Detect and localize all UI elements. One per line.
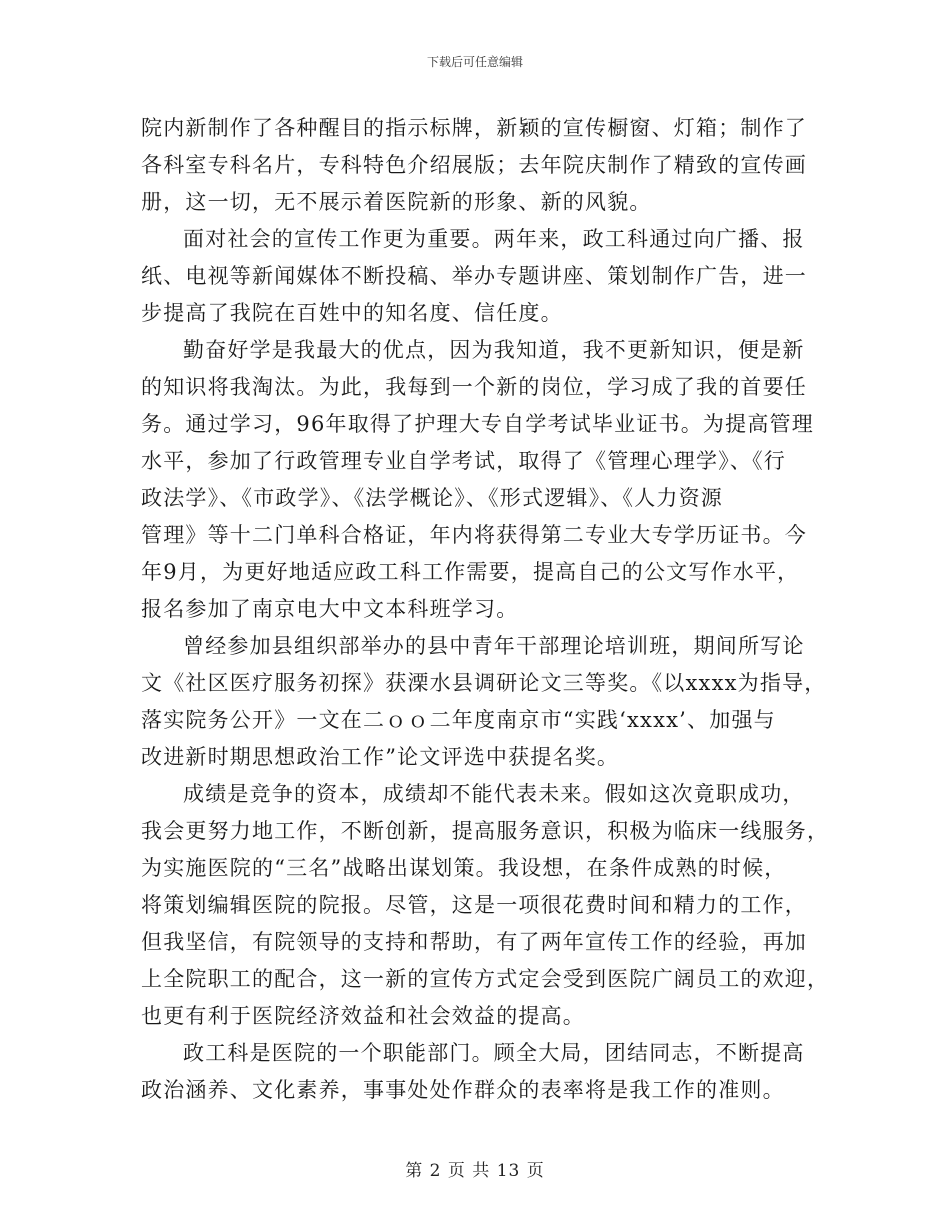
text-line: 文《社区医疗服务初探》获溧水县调研论文三等奖。《以xxxx为指导， — [141, 671, 827, 695]
text-line: 政工科是医院的一个职能部门。顾全大局，团结同志，不断提高 — [183, 1041, 805, 1065]
paragraph — [141, 110, 816, 221]
text-line: 但我坚信，有院领导的支持和帮助，有了两年宣传工作的经验，再加 — [141, 930, 807, 954]
text-line: 为实施医院的“三名”战略出谋划策。我设想，在条件成熟的时候， — [141, 856, 787, 880]
text-line: 政法学》、《市政学》、《法学概论》、《形式逻辑》、《人力资源 — [141, 486, 723, 510]
page-number-footer: 第 2 页 共 13 页 — [405, 1161, 545, 1181]
paragraph — [141, 332, 816, 628]
text-line: 纸、电视等新闻媒体不断投稿、举办专题讲座、策划制作广告，进一 — [141, 264, 807, 288]
text-line: 管理》等十二门单科合格证，年内将获得第二专业大专学历证书。今 — [141, 523, 807, 547]
text-line: 院内新制作了各种醒目的指示标牌，新颖的宣传橱窗、灯箱；制作了 — [141, 116, 807, 140]
text-line: 政治涵养、文化素养，事事处处作群众的表率将是我工作的准则。 — [141, 1078, 785, 1102]
text-line: 将策划编辑医院的院报。尽管，这是一项很花费时间和精力的工作， — [141, 893, 807, 917]
text-line: 册，这一切，无不展示着医院新的形象、新的风貌。 — [141, 190, 652, 214]
text-line: 的知识将我淘汰。为此，我每到一个新的岗位，学习成了我的首要任 — [141, 375, 807, 399]
text-line: 勤奋好学是我最大的优点，因为我知道，我不更新知识，便是新 — [183, 338, 805, 362]
text-line: 我会更努力地工作，不断创新，提高服务意识，积极为临床一线服务， — [141, 819, 830, 843]
paragraph — [141, 776, 830, 1035]
text-line: 也更有利于医院经济效益和社会效益的提高。 — [141, 1004, 585, 1028]
text-line: 改进新时期思想政治工作”论文评选中获提名奖。 — [141, 745, 620, 769]
document-body — [141, 110, 830, 1109]
text-line: 步提高了我院在百姓中的知名度、信任度。 — [141, 301, 563, 325]
text-line: 成绩是竞争的资本，成绩却不能代表未来。假如这次竟职成功， — [183, 782, 805, 806]
paragraph — [141, 628, 827, 776]
text-line: 水平，参加了行政管理专业自学考试，取得了《管理心理学》、《行 — [141, 449, 786, 473]
text-line: 面对社会的宣传工作更为重要。两年来，政工科通过向广播、报 — [183, 227, 805, 251]
text-line: 务。通过学习，96年取得了护理大专自学考试毕业证书。为提高管理 — [141, 412, 814, 436]
page-header-note: 下载后可任意编辑 — [426, 55, 523, 69]
paragraph — [141, 221, 816, 332]
text-line: 上全院职工的配合，这一新的宣传方式定会受到医院广阔员工的欢迎， — [141, 967, 830, 991]
text-line: 报名参加了南京电大中文本科班学习。 — [141, 597, 519, 621]
paragraph — [141, 1035, 816, 1109]
text-line: 落实院务公开》一文在二ｏｏ二年度南京市“实践‘xxxx’、加强与 — [141, 708, 776, 732]
text-line: 年9月，为更好地适应政工科工作需要，提高自己的公文写作水平， — [141, 560, 800, 584]
text-line: 曾经参加县组织部举办的县中青年干部理论培训班，期间所写论 — [183, 634, 805, 658]
text-line: 各科室专科名片，专科特色介绍展版；去年院庆制作了精致的宣传画 — [141, 153, 807, 177]
